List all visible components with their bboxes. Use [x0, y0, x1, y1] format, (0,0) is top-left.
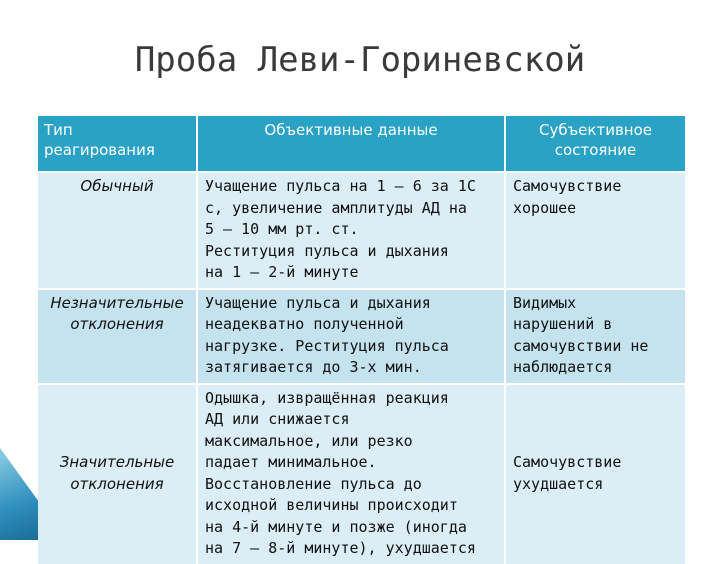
header-subjective-state: Субъективное состояние — [505, 116, 686, 172]
header-objective-data: Объективные данные — [197, 116, 505, 172]
table-row — [38, 289, 686, 384]
table-header-row — [38, 116, 686, 172]
reaction-type-cell: Незначительные отклонения — [38, 289, 197, 384]
reaction-type-cell: Обычный — [38, 172, 197, 289]
table-row — [38, 172, 686, 289]
header-reaction-type: Тип реагирования — [38, 116, 197, 172]
subjective-state-cell: Самочувствие ухудшается — [505, 384, 686, 564]
decorative-corner-shape — [0, 448, 40, 540]
objective-data-cell: Учащение пульса на 1 – 6 за 1С с, увеличение амплитуды АД на 5 – 10 мм рт. ст. Реституция пульса и дыхания на 1 – 2-й минуте — [197, 172, 505, 289]
objective-data-cell: Одышка, извращённая реакция АД или снижается максимальное, или резко падает минимальное. Восстановление пульса до исходной величины происходит на 4-й минуте и позже (иногда на 7 – 8-й минуте), ухудшается — [197, 384, 505, 564]
objective-data-cell: Учащение пульса и дыхания неадекватно полученной нагрузке. Реституция пульса затягивается до 3-х мин. — [197, 289, 505, 384]
reaction-type-cell: Значительные отклонения — [38, 384, 197, 564]
subjective-state-cell: Самочувствие хорошее — [505, 172, 686, 289]
subjective-state-cell: Видимых нарушений в самочувствии не наблюдается — [505, 289, 686, 384]
table-row — [38, 384, 686, 564]
reaction-table — [38, 116, 686, 557]
slide-title: Проба Леви-Гориневской — [134, 40, 586, 80]
